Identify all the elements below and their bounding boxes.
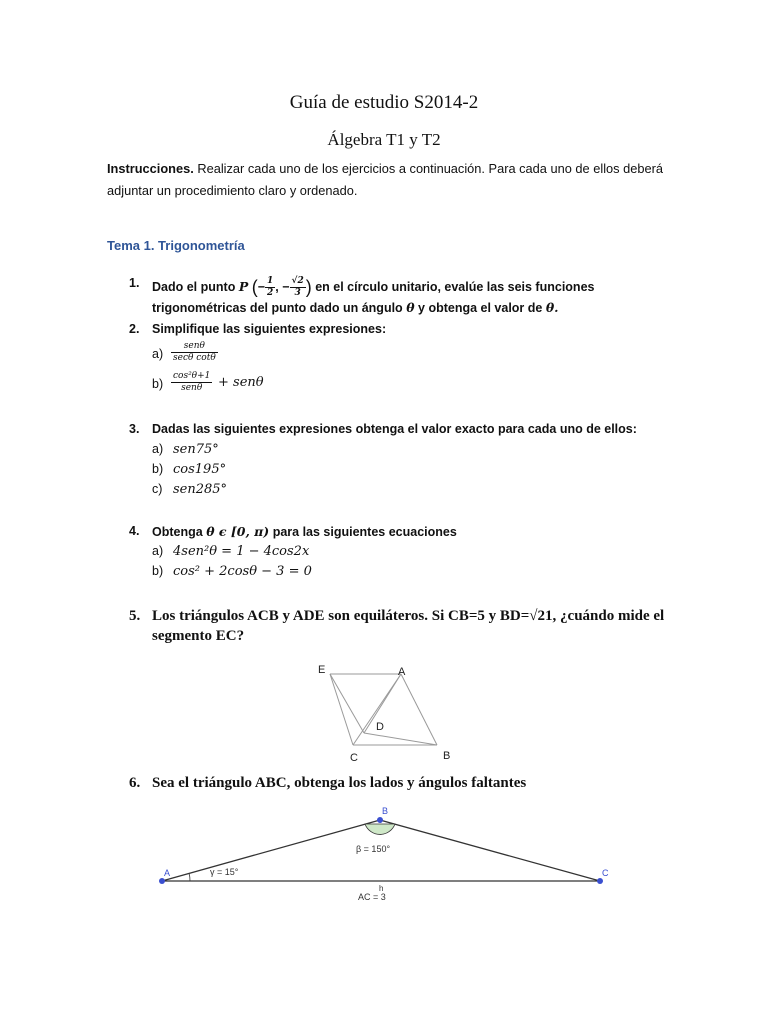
q4-item-a: a) 4sen²θ = 1 − 4cos2x	[152, 544, 310, 559]
side-bc	[380, 820, 600, 881]
segment-ec	[330, 674, 353, 745]
question-3: 3. Dadas las siguientes expresiones obtenga el valor exacto para cada uno de ellos:	[129, 422, 637, 436]
q1-pre: Dado el punto	[152, 279, 236, 294]
instructions-label: Instrucciones.	[107, 161, 194, 176]
angle-gamma-arc	[189, 873, 190, 881]
point-b	[377, 817, 383, 823]
q1-frac-2: $\frac{√2}{3}$	[291, 276, 304, 298]
side-ab	[162, 820, 380, 881]
q6-figure	[150, 802, 620, 906]
q4-item-b: b) cos² + 2cosθ − 3 = 0	[152, 564, 312, 579]
point-label-e: E	[318, 664, 326, 676]
question-2: 2. Simplifique las siguientes expresiones:	[129, 322, 387, 336]
q2-item-b: b) cos²θ+1 senθ + senθ	[152, 371, 264, 393]
question-1: 1. Dado el punto P (− $\frac{1}{2}$ , − $\frac{√2}{3}$ ) en el círculo unitario, evalúe las seis funciones	[129, 276, 595, 298]
segment-db	[364, 733, 437, 745]
question-6: 6. Sea el triángulo ABC, obtenga los lados y ángulos faltantes	[129, 775, 527, 791]
q3-item-b: b) cos195°	[152, 462, 227, 477]
q3-item-a: a) sen75°	[152, 442, 219, 457]
point-label-c: C	[350, 752, 358, 764]
q5-figure	[300, 656, 470, 766]
question-5-line-2: segmento EC?	[152, 628, 245, 644]
q3-item-c: c) sen285°	[152, 482, 228, 497]
question-1-line-2: trigonométricas del punto dado un ángulo θ y obtenga el valor de θ.	[152, 300, 559, 315]
question-number: 1.	[129, 276, 140, 290]
point-label-b: B	[382, 806, 389, 816]
question-4: 4. Obtenga θ ϵ [0, π) para las siguientes ecuaciones	[129, 524, 457, 539]
label-h: h	[379, 884, 384, 893]
segment-ab	[401, 674, 437, 745]
segment-ed	[330, 674, 364, 733]
point-a	[159, 878, 165, 884]
label-ac: AC = 3	[358, 892, 386, 902]
angle-beta-arc	[365, 824, 395, 834]
page-subtitle: Álgebra T1 y T2	[327, 130, 441, 149]
point-c	[597, 878, 603, 884]
label-gamma: γ = 15°	[210, 867, 239, 877]
point-label-b: B	[443, 750, 451, 762]
instructions-text: Realizar cada uno de los ejercicios a continuación. Para cada uno de ellos deberá adjuntar un procedimiento claro y ordenado.	[107, 161, 664, 198]
question-5: 5. Los triángulos ACB y ADE son equiláteros. Si CB=5 y BD=√21, ¿cuándo mide el	[129, 608, 665, 624]
page-title: Guía de estudio S2014-2	[289, 92, 479, 113]
q1-post: en el círculo unitario, evalúe las seis funciones	[315, 279, 595, 294]
q1-point-var: P	[238, 278, 249, 294]
instructions	[107, 158, 663, 202]
point-label-d: D	[376, 721, 384, 733]
point-label-c: C	[602, 868, 609, 878]
q1-frac-1: $\frac{1}{2}$	[267, 276, 274, 298]
label-beta: β = 150°	[356, 844, 391, 854]
point-label-a: A	[164, 868, 171, 878]
section-title: Tema 1. Trigonometría	[107, 238, 245, 253]
q2-item-a: a) senθ secθ cotθ	[152, 341, 216, 363]
point-label-a: A	[398, 666, 406, 678]
